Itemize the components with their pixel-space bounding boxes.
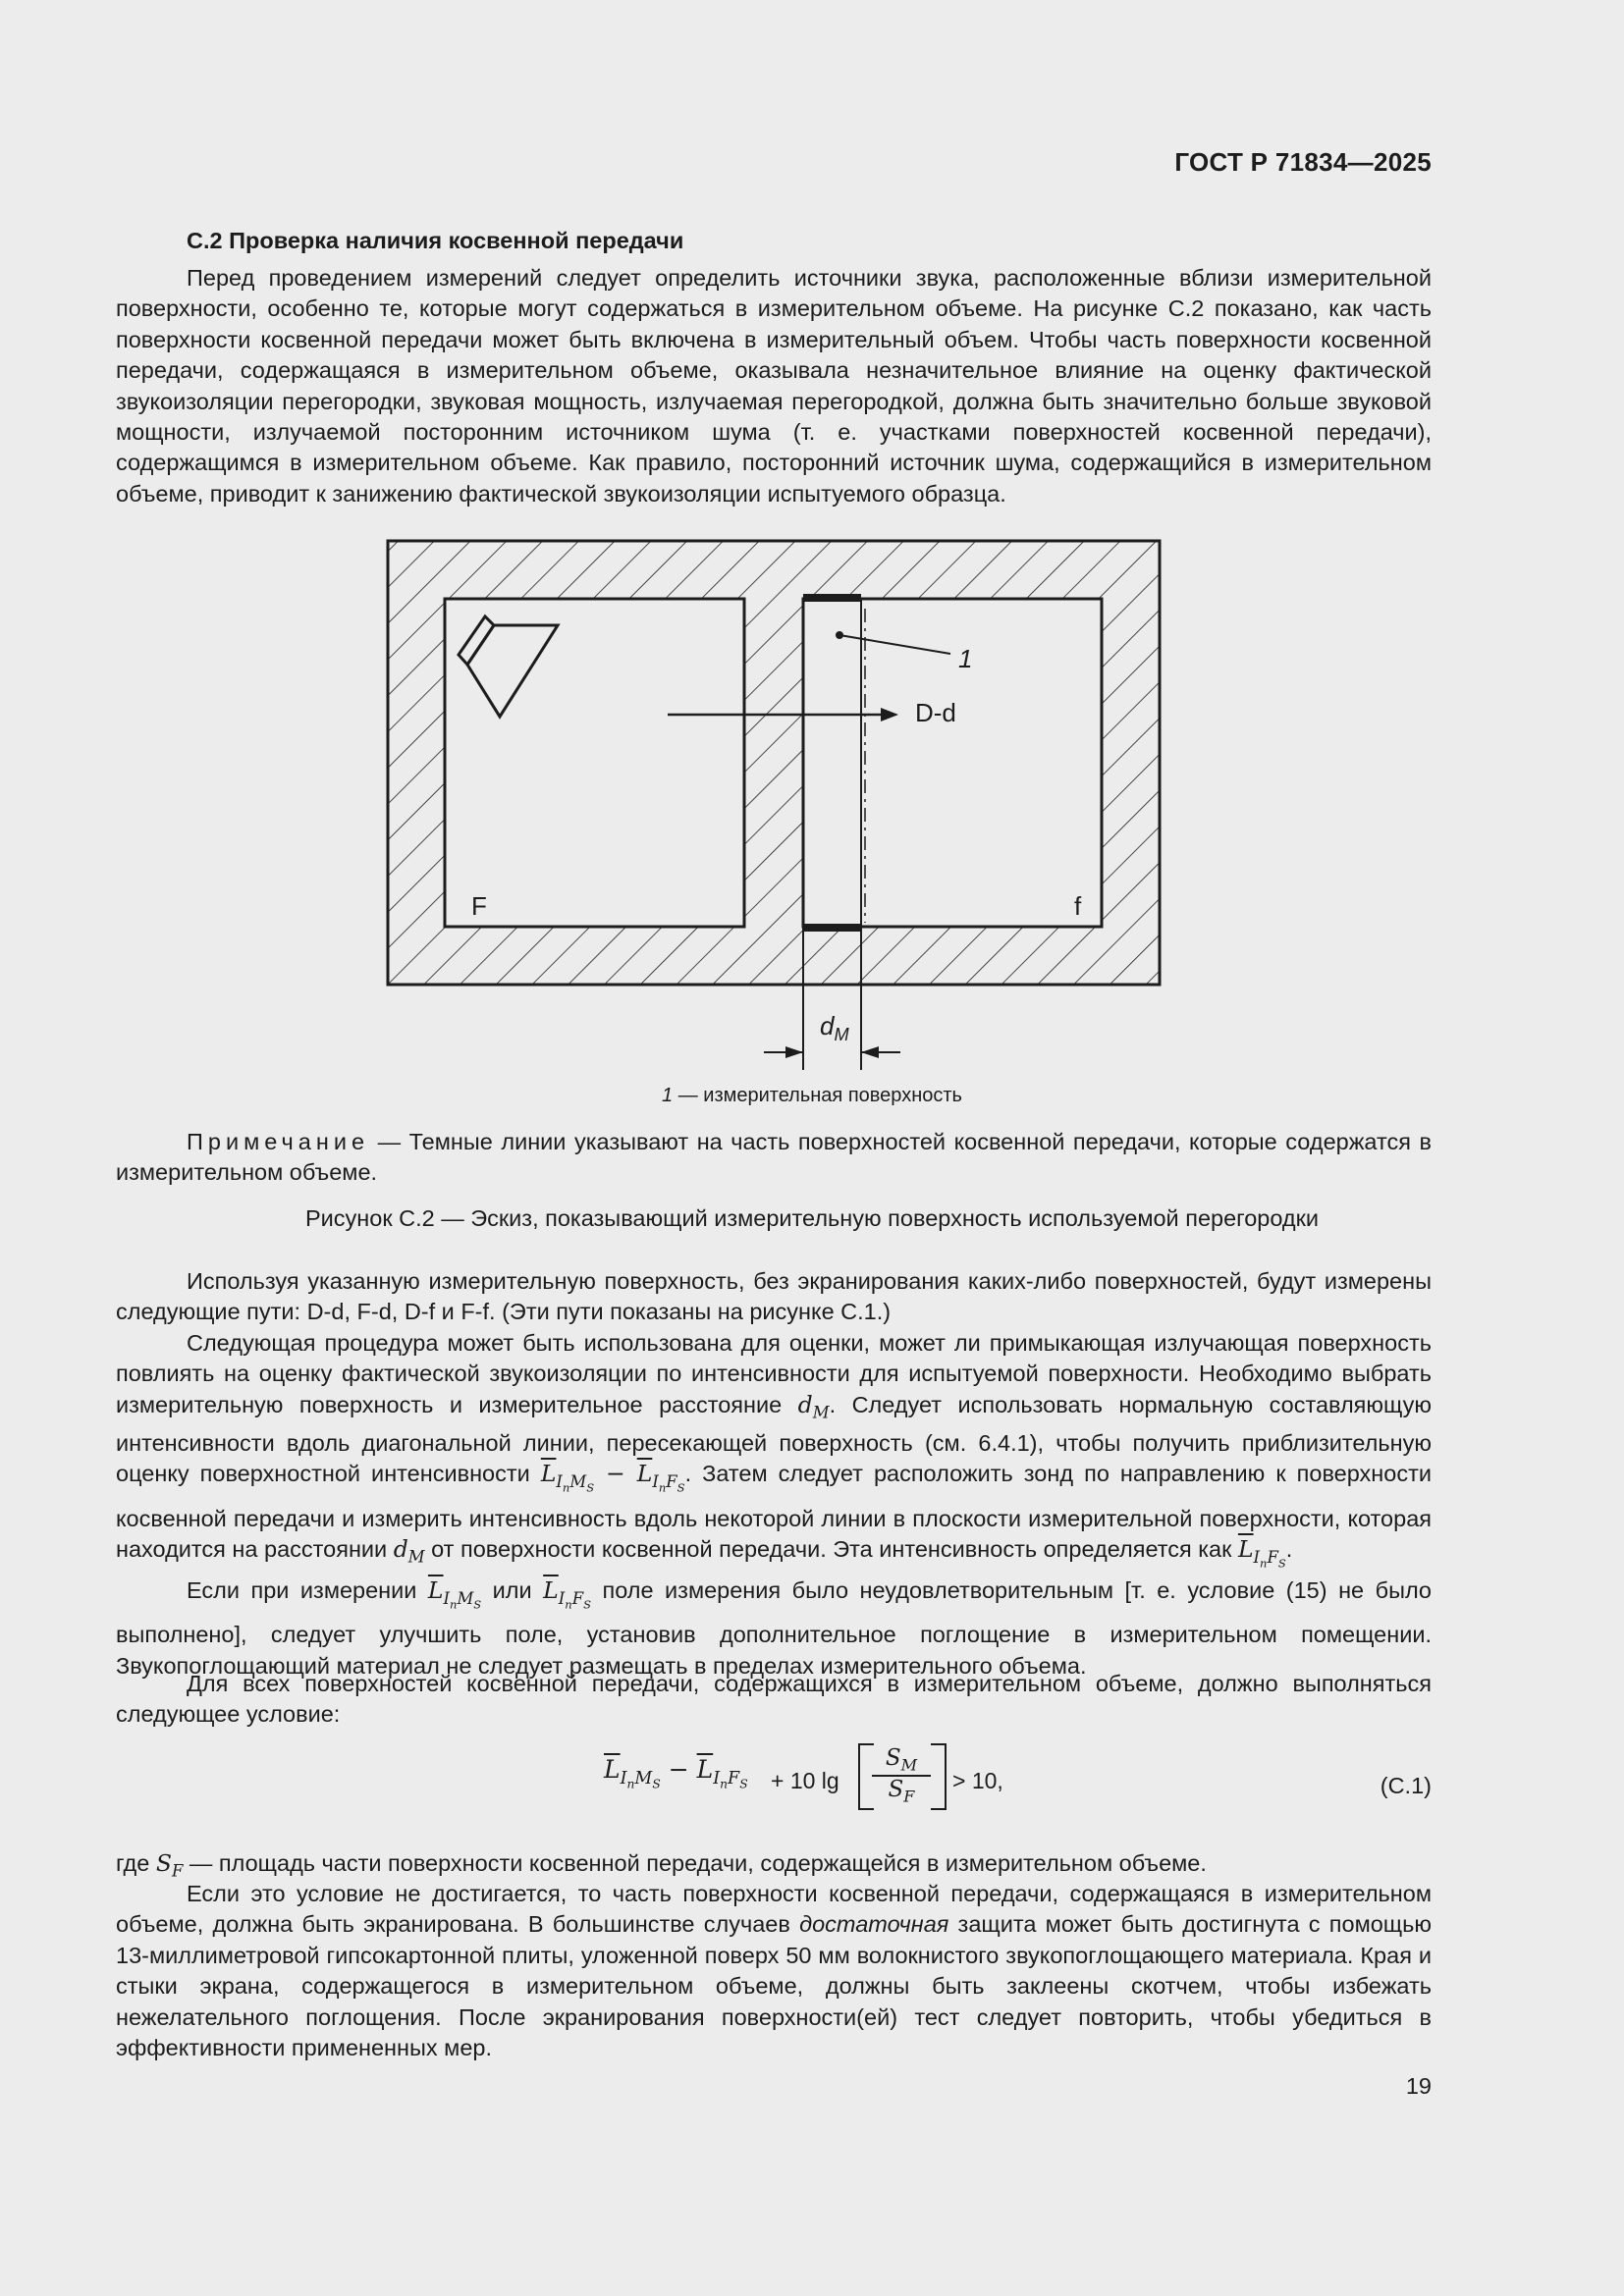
figure-caption: Рисунок С.2 — Эскиз, показывающий измерительную поверхность используемой перегородки [304,1205,1320,1231]
paragraph-5: Для всех поверхностей косвенной передачи, содержащихся в измерительном объеме, должно выполняться следующее условие: [116,1671,1432,1728]
formula-number: (С.1) [1380,1773,1432,1798]
room-f [803,599,1102,927]
paragraph-2: Используя указанную измерительную поверхность, без экранирования каких-либо поверхностей, будут измерены следующие пути: D-d, F-d, D-f и F-f. (Эти пути показаны на рисунке С.1.) [116,1268,1432,1325]
document-id: ГОСТ Р 71834—2025 [1174,147,1432,177]
paragraph-4: Если при измерении $\overline{L}_{I_nM_S}$ или $\overline{L}_{I_nF_S}$ поле измерения было неудовлетворительным [т. е. условие (15) не было выполнено], следует улучшить поле, установив дополнительное поглощение в измерительном помещении. Звукопоглощающий материал не следует размещать в пределах измерительного объема. [116,1576,1433,1679]
paragraph-1: Перед проведением измерений следует определить источники звука, расположенные вблизи измерительной поверхности, особенно те, которые могут содержаться в измерительном объеме. На рисунке С.2 показано, как часть поверхности косвенной передачи может быть включена в измерительный объем. Чтобы часть поверхности косвенной передачи, содержащаяся в измерительном объеме, оказывала незначительное влияние на оценку фактической звукоизоляции перегородки, звуковая мощность, излучаемая перегородкой, должна быть значительно больше звуковой мощности, излучаемой посторонним источником шума (т. е. участками поверхностей косвенной передачи), содержащимся в измерительном объеме. Как правило, посторонний источник шума, содержащийся в измерительном объеме, приводит к занижению фактической звукоизоляции испытуемого образца. [116,265,1432,507]
room-F [445,599,744,927]
section-title: С.2 Проверка наличия косвенной передачи [187,228,684,253]
fig-label-Dd: D-d [915,698,956,727]
paragraph-6: где $S_F$ — площадь части поверхности косвенной передачи, содержащейся в измерительном объеме. [116,1849,1207,1881]
fig-label-f: f [1074,891,1082,921]
paragraph-7: Если это условие не достигается, то часть поверхности косвенной передачи, содержащаяся в измерительном объеме, должна быть экранирована. В большинстве случаев достаточная защита может быть достигнута с помощью 13-миллиметровой гипсокартонной плиты, уложенной поверх 50 мм волокнистого звукопоглощающего материала. Края и стыки экрана, содержащегося в измерительном объеме, должны быть заклеены скотчем, чтобы избежать нежелательного поглощения. После экранирования поверхности(ей) тест следует повторить, чтобы убедиться в эффективности примененных мер. [116,1881,1433,2061]
figure-note: Примечание — Темные линии указывают на часть поверхностей косвенной передачи, которые содержатся в измерительном объеме. [116,1129,1432,1186]
flanking-strip-bottom [803,924,861,932]
page-number: 19 [1405,2073,1432,2099]
fig-label-dM: $d_M$ [820,1011,849,1045]
fig-label-F: F [471,891,487,921]
figure-sketch [0,530,1624,1119]
paragraph-3: Следующая процедура может быть использована для оценки, может ли примыкающая излучающая поверхность повлиять на оценку фактической звукоизоляции по интенсивности для испытуемой поверхности. Необходимо выбрать измерительную поверхность и измерительное расстояние $d_M$. Следует использовать нормальную составляющую интенсивности вдоль диагональной линии, пересекающей поверхность (см. 6.4.1), чтобы получить приблизительную оценку поверхностной интенсивности $\overline{L}_{I_nM_S} - \overline{L}_{I_nF_S}$. Затем следует расположить зонд по направлению к поверхности косвенной передачи и измерить интенсивность вдоль некоторой линии в плоскости измерительной поверхности, которая находится на расстоянии $d_M$ от поверхности косвенной передачи. Эта интенсивность определяется как $\overline{L}_{I_nF_S}$. [116,1330,1432,1571]
fig-label-1: 1 [958,644,973,673]
figure-legend: 1 — измерительная поверхность [662,1085,962,1106]
formula-C1: $\overline{L}_{I_nM_S} - \overline{L}_{I_nF_S}$ + 10 lg $S_M$ $S_F$ > 10, (С.1) [0,1735,1624,1824]
flanking-strip-top [803,594,861,602]
